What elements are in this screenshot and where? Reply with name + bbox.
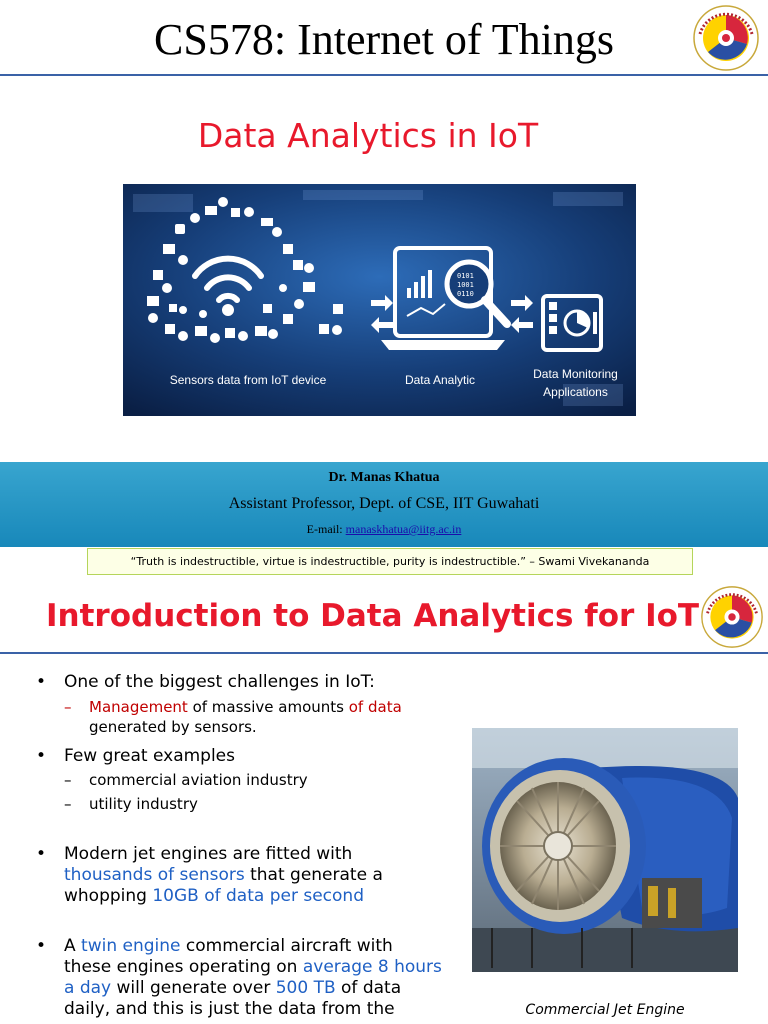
iit-guwahati-logo-icon — [700, 585, 764, 649]
sub-bullet-text: commercial aviation industry — [89, 771, 308, 789]
svg-text:0110: 0110 — [457, 290, 474, 298]
email-link[interactable]: manaskhatua@iitg.ac.in — [345, 522, 462, 536]
email-label: E-mail: — [306, 522, 346, 536]
title-divider — [0, 74, 768, 76]
image-caption: Commercial Jet Engine — [525, 1002, 685, 1018]
author-affiliation: Assistant Professor, Dept. of CSE, IIT Guwahati — [228, 495, 540, 512]
bullet-text: A twin engine commercial aircraft with these engines operating on average 8 hours a day will generate over 500 TB of data daily, and this is just the data from the — [64, 936, 442, 1019]
slide-2-title: Introduction to Data Analytics for IoT — [46, 598, 700, 634]
author-name: Dr. Manas Khatua — [328, 470, 440, 485]
course-title: CS578: Internet of Things — [154, 15, 614, 64]
sub-bullet-dash: – — [64, 698, 72, 716]
bullet-text: Few great examples — [64, 746, 235, 766]
bullet-dot: • — [36, 844, 47, 864]
jet-engine-illustration — [472, 728, 738, 972]
caption-sensors: Sensors data from IoT device — [169, 373, 327, 387]
bullet-text: Modern jet engines are fitted with thousands of sensors that generate a whopping 10GB of data per second — [64, 844, 383, 906]
sub-bullet-dash: – — [64, 795, 72, 813]
quote-box: “Truth is indestructible, virtue is indestructible, purity is indestructible.” – Swami Vivekananda — [87, 548, 693, 575]
bullet-dot: • — [36, 936, 47, 956]
jet-engine-image — [472, 728, 738, 972]
slide-2 — [0, 580, 768, 1024]
bullet-dot: • — [36, 672, 47, 692]
slide-title: Data Analytics in IoT — [197, 116, 539, 155]
sub-bullet-text: utility industry — [89, 795, 198, 813]
email-line — [0, 522, 768, 537]
caption-monitoring: Data Monitoring Applications — [533, 367, 618, 399]
hero-image — [123, 184, 636, 416]
caption-analytic: Data Analytic — [404, 373, 476, 387]
sub-bullet-dash: – — [64, 771, 72, 789]
svg-text:1001: 1001 — [457, 281, 474, 289]
sub-bullet-text: Management of massive amounts of data generated by sensors. — [89, 698, 402, 736]
author-banner — [0, 462, 768, 547]
svg-text:0101: 0101 — [457, 272, 474, 280]
iit-guwahati-logo-icon — [692, 4, 760, 72]
bullet-text: One of the biggest challenges in IoT: — [64, 672, 375, 692]
slide-2-divider — [0, 652, 768, 654]
bullet-dot: • — [36, 746, 47, 766]
